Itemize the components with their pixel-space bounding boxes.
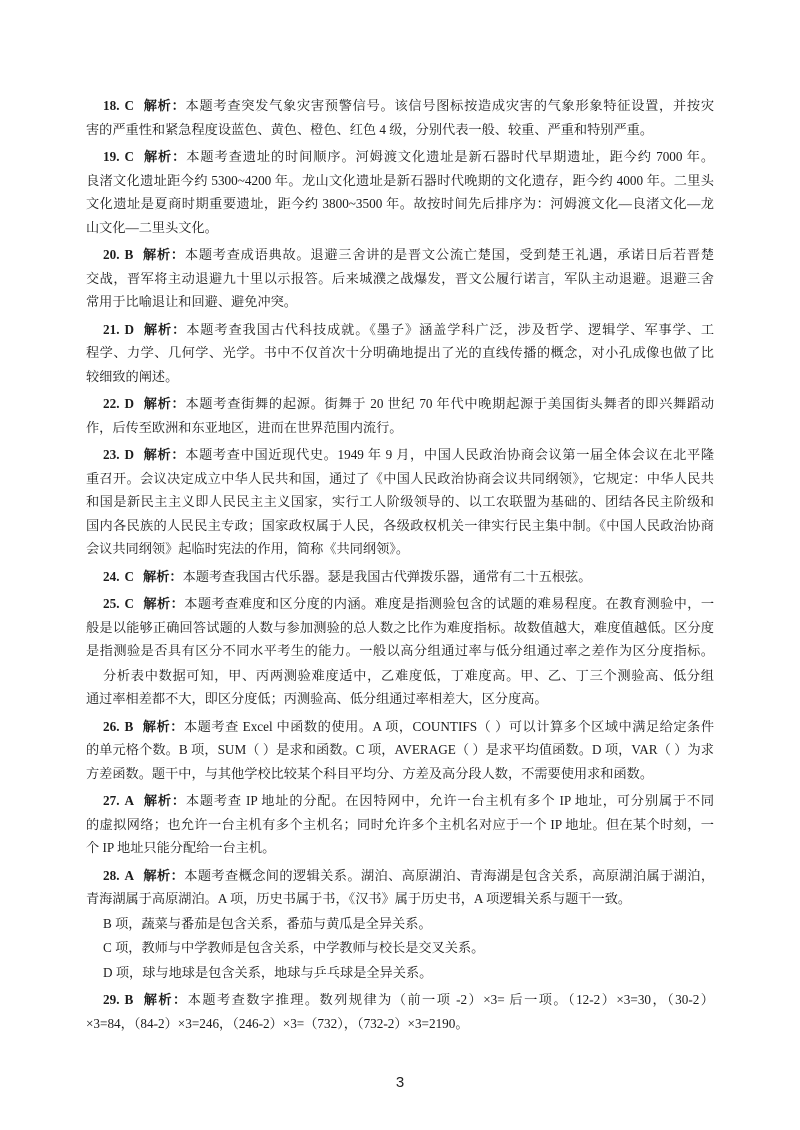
text-line: 个 IP 地址只能分配给一台主机。 [86,840,276,855]
answer-letter: D [124,396,135,411]
analysis-label: 解析： [143,396,186,411]
analysis-label: 解析： [143,149,187,164]
first-line [86,592,714,616]
analysis-label: 解析： [143,98,186,113]
text-line: 方差函数。题干中，与其他学校比较某个科目平均分、方差及高分段人数，不需要使用求和函数。 [86,765,654,781]
answer-26 [86,715,714,786]
text-line: 会议共同纲领》起临时宪法的作用，简称《共同纲领》。 [86,541,410,556]
line-text: 本题考查我国古代乐器。瑟是我国古代弹拨乐器，通常有二十五根弦。 [182,568,592,584]
line-text: 本题考查成语典故。退避三舍讲的是晋文公流亡楚国，受到楚王礼遇，承诺日后若晋楚 [184,247,715,262]
text-line: B 项，蔬菜与番茄是包含关系，番茄与黄瓜是全异关系。 [103,915,432,931]
line-text: 本题考查街舞的起源。街舞于 20 世纪 70 年代中晚期起源于美国街头舞者的即兴舞蹈动 [185,396,715,411]
answer-22 [86,392,714,439]
option-b-note [86,912,714,936]
line-text: 本题考查概念间的逻辑关系。湖泊、高原湖泊、青海湖是包含关系，高原湖泊属于湖泊， [184,867,715,883]
text-line: 作，后传至欧洲和东亚地区，进而在世界范围内流行。 [86,419,403,435]
first-line [86,443,714,467]
text-line: D 项，球与地球是包含关系，地球与乒乓球是全异关系。 [103,964,433,980]
question-number: 29. [103,992,120,1007]
answer-letter: D [124,447,135,462]
analysis-label: 解析： [143,447,186,462]
text-line: C 项，教师与中学教师是包含关系，中学教师与校长是交叉关系。 [103,940,485,955]
answer-18 [86,94,714,141]
answer-explanations [86,94,714,1035]
line-text: 本题考查中国近现代史。1949 年 9 月，中国人民政治协商会议第一届全体会议在北平隆 [185,447,715,462]
text-line: 和国是新民主主义即人民民主主义国家，实行工人阶级领导的、以工农联盟为基础的、团结各民主阶级和 [86,494,714,509]
text-line: 文化遗址是夏商时期重要遗址，距今约 3800~3500 年。故按时间先后排序为：河姆渡文化—良渚文化—龙 [86,196,714,211]
text-line: 山文化—二里头文化。 [86,219,218,235]
text-line: 重召开。会议决定成立中华人民共和国，通过了《中国人民政治协商会议共同纲领》，它规定：中华人民共 [86,470,714,486]
page-number: 3 [395,1074,405,1091]
answer-letter: D [124,321,135,337]
line-text: 本题考查 Excel 中函数的使用。A 项，COUNTIFS（ ）可以计算多个区域中满足给定条件 [183,718,715,734]
first-line [86,565,714,589]
text-line: 较细致的阐述。 [86,368,179,384]
first-line [86,145,714,169]
first-line [86,94,714,118]
text-line: 分析表中数据可知，甲、丙两测验难度适中，乙难度低，丁难度高。甲、乙、丁三个测验高、低分组 [103,667,714,683]
question-number: 20. [103,247,120,262]
text-line: 良渚文化遗址距今约 5300~4200 年。龙山文化遗址是新石器时代晚期的文化遗存，距今约 4000 年。二里头 [86,172,714,188]
answer-29 [86,988,714,1035]
answer-19 [86,145,714,239]
option-c-note [86,936,714,960]
analysis-label: 解析： [143,568,183,584]
line-text: 本题考查遗址的时间顺序。河姆渡文化遗址是新石器时代早期遗址，距今约 7000 年。 [186,149,715,164]
question-number: 28. [103,867,120,883]
question-number: 25. [103,596,120,611]
answer-27 [86,789,714,860]
answer-21 [86,318,714,389]
answer-letter: A [124,867,135,883]
line-text: 本题考查我国古代科技成就。《墨子》涵盖学科广泛，涉及哲学、逻辑学、军事学、工 [186,321,715,337]
answer-letter: B [124,992,134,1007]
analysis-label: 解析： [143,867,185,883]
answer-letter: C [124,568,135,584]
answer-letter: B [124,247,134,262]
line-text: 本题考查 IP 地址的分配。在因特网中，允许一台主机有多个 IP 地址，可分别属于不同 [185,793,715,808]
line-text: 本题考查数字推理。数列规律为（前一项 -2）×3= 后一项。（12-2）×3=30，（30-2） [187,992,714,1007]
line-text: 本题考查难度和区分度的内涵。难度是指测验包含的试题的难易程度。在教育测验中，一 [184,596,715,611]
text-line: 的虚拟网络；也允许一台主机有多个主机名；同时允许多个主机名对应于一个 IP 地址。但在某个时刻，一 [86,816,714,832]
first-line [86,392,714,416]
question-number: 27. [103,793,120,808]
text-line: 国内各民族的人民民主专政；国家政权属于人民，各级政权机关一律实行民主集中制。《中国人民政治协商 [86,517,714,533]
analysis-label: 解析： [142,718,184,734]
text-line: 青海湖属于高原湖泊。A 项，历史书属于书，《汉书》属于历史书，A 项逻辑关系与题干一致。 [86,891,632,906]
answer-letter: C [124,98,135,113]
text-line: 般是以能够正确回答试题的人数与参加测验的总人数之比作为难度指标。故数值越大，难度值越低。区分度 [86,619,714,635]
text-line: 常用于比喻退让和回避、避免冲突。 [86,294,297,309]
answer-letter: B [124,718,134,734]
analysis-label: 解析： [143,321,187,337]
first-line [86,715,714,739]
first-line [86,789,714,813]
first-line [86,243,714,267]
answer-23 [86,443,714,561]
text-line: 通过率相差都不大，即区分度低；丙测验高、低分组通过率相差大，区分度高。 [86,691,548,706]
answer-letter: C [124,149,135,164]
question-number: 19. [103,149,120,164]
text-line: 害的严重性和紧急程度设蓝色、黄色、橙色、红色 4 级，分别代表一般、较重、严重和特别严重。 [86,121,654,137]
first-line [86,318,714,342]
text-line: ×3=84，（84-2）×3=246，（246-2）×3=（732），（732-2）×3=2190。 [86,1015,469,1031]
question-number: 21. [103,321,120,337]
text-line: 的单元格个数。B 项，SUM（ ）是求和函数。C 项，AVERAGE（ ）是求平均值函数。D 项，VAR（ ）为求 [86,742,714,757]
answer-24 [86,565,714,589]
analysis-label: 解析： [143,596,185,611]
analysis-label: 解析： [142,992,188,1007]
analysis-label: 解析： [142,247,185,262]
option-d-note [86,961,714,985]
line-text: 本题考查突发气象灾害预警信号。该信号图标按造成灾害的气象形象特征设置，并按灾 [185,98,715,113]
text-line: 程学、力学、几何学、光学。书中不仅首次十分明确地提出了光的直线传播的概念，对小孔成像也做了比 [86,345,714,360]
answer-letter: A [124,793,135,808]
question-number: 22. [103,396,120,411]
answer-letter: C [124,596,135,611]
question-number: 18. [103,98,120,113]
text-line: 交战，晋军将主动退避九十里以示报答。后来城濮之战爆发，晋文公履行诺言，军队主动退避。退避三舍 [86,270,714,286]
text-line: 是指测验是否具有区分不同水平考生的能力。一般以高分组通过率与低分组通过率之差作为区分度指标。 [86,643,714,658]
question-number: 23. [103,447,120,462]
question-number: 26. [103,718,120,734]
answer-28 [86,864,714,911]
first-line [86,988,714,1012]
analysis-label: 解析： [143,793,186,808]
answer-25-analysis [86,664,714,711]
answer-20 [86,243,714,314]
answer-25 [86,592,714,663]
first-line [86,864,714,888]
question-number: 24. [103,568,120,584]
